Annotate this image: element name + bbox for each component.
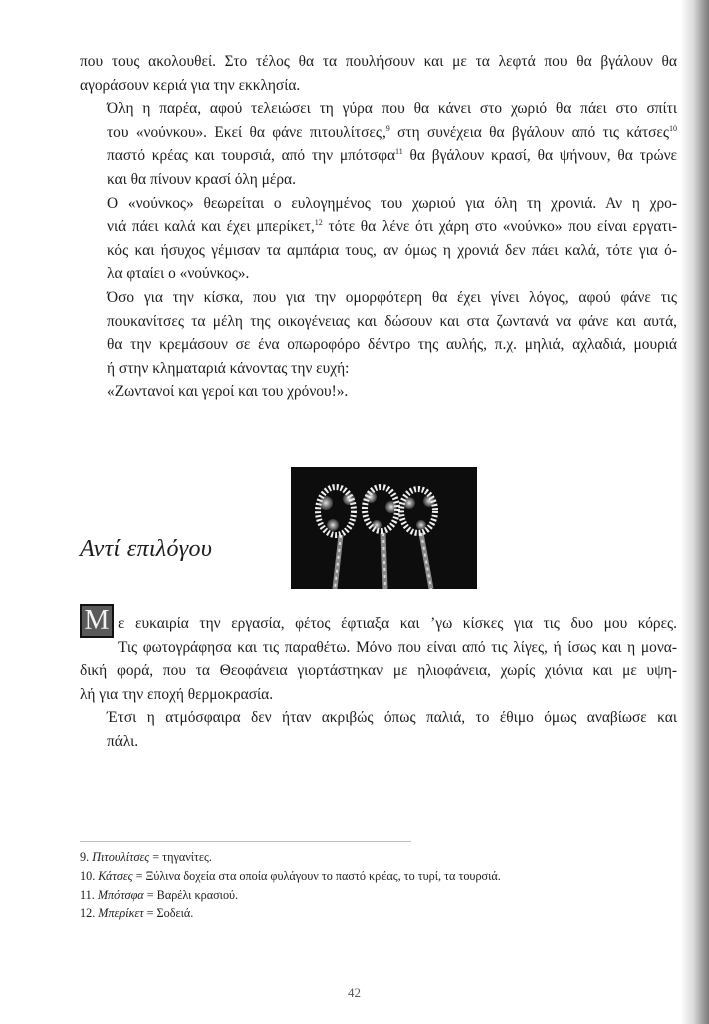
text-run: παστό κρέας και τουρσιά, από την μπότσφα [107,147,396,165]
footnote [80,848,600,867]
text-line: Έτσι η ατμόσφαιρα δεν ήταν ακριβώς όπως παλιά, το έθιμο όμως αναβίωσε και [107,709,677,727]
text-line: και θα πίνουν κρασί όλη μέρα. [107,170,296,188]
footnote-ref: 10 [668,123,677,133]
footnote-ref: 12 [314,218,323,228]
paragraph [80,50,677,97]
text-line: πουκανίτσες τα μέλη της οικογένειας και δώσουν και στα ζωντανά να φάνε και αυτά, [107,312,677,330]
text-line: θα την κρεμάσουν σε ένα οπωροφόρο δέντρο της αυλής, π.χ. μηλιά, αχλαδιά, μουριά [107,336,677,354]
text-run: στη συνέχεια θα βγάλουν από τις κάτσες [389,123,669,141]
kiska-photo-image [291,467,477,589]
text-line: Όλη η παρέα, αφού τελειώσει τη γύρα που θα κάνει στο χωριό θα πάει στο σπίτι [107,100,677,118]
body-text-bottom [80,602,677,754]
text-line: «Ζωντανοί και γεροί και του χρόνου!». [107,383,349,401]
footnote-term: Πιτουλίτσες [92,850,150,864]
section-heading: Αντί επιλόγου [80,536,213,562]
footnote-definition: = Ξύλινα δοχεία στα οποία φυλάγουν το παστό κρέας, το τυρί, τα τουρσιά. [132,868,501,883]
text-run: νιά πάει καλά και έχει μπερίκετ, [107,218,315,236]
text-run: του «νούνκου». Εκεί θα φάνε πιτουλίτσες, [107,123,386,141]
page-edge-shadow [681,0,709,1024]
footnote-ref: 11 [395,147,403,157]
text-line: Τις φωτογράφησα και τις παραθέτω. Μόνο που είναι από τις λίγες, ή ίσως και η μονα- [118,638,677,656]
paragraph [80,97,677,191]
footnote-ref: 9 [385,123,390,133]
page-number: 42 [348,985,361,1000]
footnote [80,904,600,923]
footnote-number: 11. [80,887,98,902]
footnote-number: 9. [80,850,93,864]
text-line: κός και ήσυχος γέμισαν τα αμπάρια τους, αν όμως η χρονιά δεν πάει καλά, τότε για ό- [107,241,677,259]
text-line: αγοράσουν κεριά για την εκκλησία. [80,76,301,94]
footnote-term: Μπερίκετ [98,906,144,921]
text-run: θα βγάλουν κρασί, θα ψήνουν, θα τρώνε [402,147,678,165]
paragraph [80,706,677,753]
text-line: Όσο για την κίσκα, που για την ομορφότερη θα έχει γίνει λόγος, αφού φάνε τις [107,288,677,306]
text-line: ε ευκαιρία την εργασία, φέτος έφτιαξα και ’γω κίσκες για τις δυο μου κόρες. [118,615,677,632]
text-line: λα φταίει ο «νούνκος». [107,265,250,283]
kiska-photo [291,467,477,589]
footnotes [80,848,600,923]
paragraph [80,192,677,286]
body-text-top [80,50,677,404]
footnote-term: Κάτσες [98,868,133,883]
footnote-divider [80,841,411,842]
text-line [80,144,677,168]
paragraph-quote [80,380,677,404]
text-line: Ο «νούνκος» θεωρείται ο ευλογημένος του χωριού για όλη τη χρονιά. Αν η χρο- [107,194,677,212]
text-line: δική φορά, που τα Θεοφάνεια γιορτάστηκαν με ηλιοφάνεια, χωρίς χιόνια και με υψη- [80,662,677,680]
footnote-term: Μπότσφα [97,887,144,902]
footnote [80,886,600,905]
text-line: πάλι. [107,732,139,750]
footnote-number: 10. [80,868,99,883]
paragraph [80,602,677,706]
footnote-definition: = Σοδειά. [143,906,194,921]
text-line [80,215,677,239]
text-line [80,121,677,145]
footnote-number: 12. [80,906,99,921]
footnote-definition: = τηγανίτες. [149,850,212,864]
text-line: που τους ακολουθεί. Στο τέλος θα τα πουλήσουν και με τα λεφτά που θα βγάλουν θα [80,53,677,70]
text-line: ή στην κληματαριά κάνοντας την ευχή: [107,359,350,377]
paragraph [80,286,677,380]
text-line: λή για την εποχή θερμοκρασία. [80,685,274,703]
footnote [80,867,600,886]
footnote-definition: = Βαρέλι κρασιού. [143,887,239,902]
text-run: τότε θα λένε ότι χάρη στο «νούνκο» που είναι εργατι- [322,218,677,236]
drop-cap: Μ [80,604,114,638]
